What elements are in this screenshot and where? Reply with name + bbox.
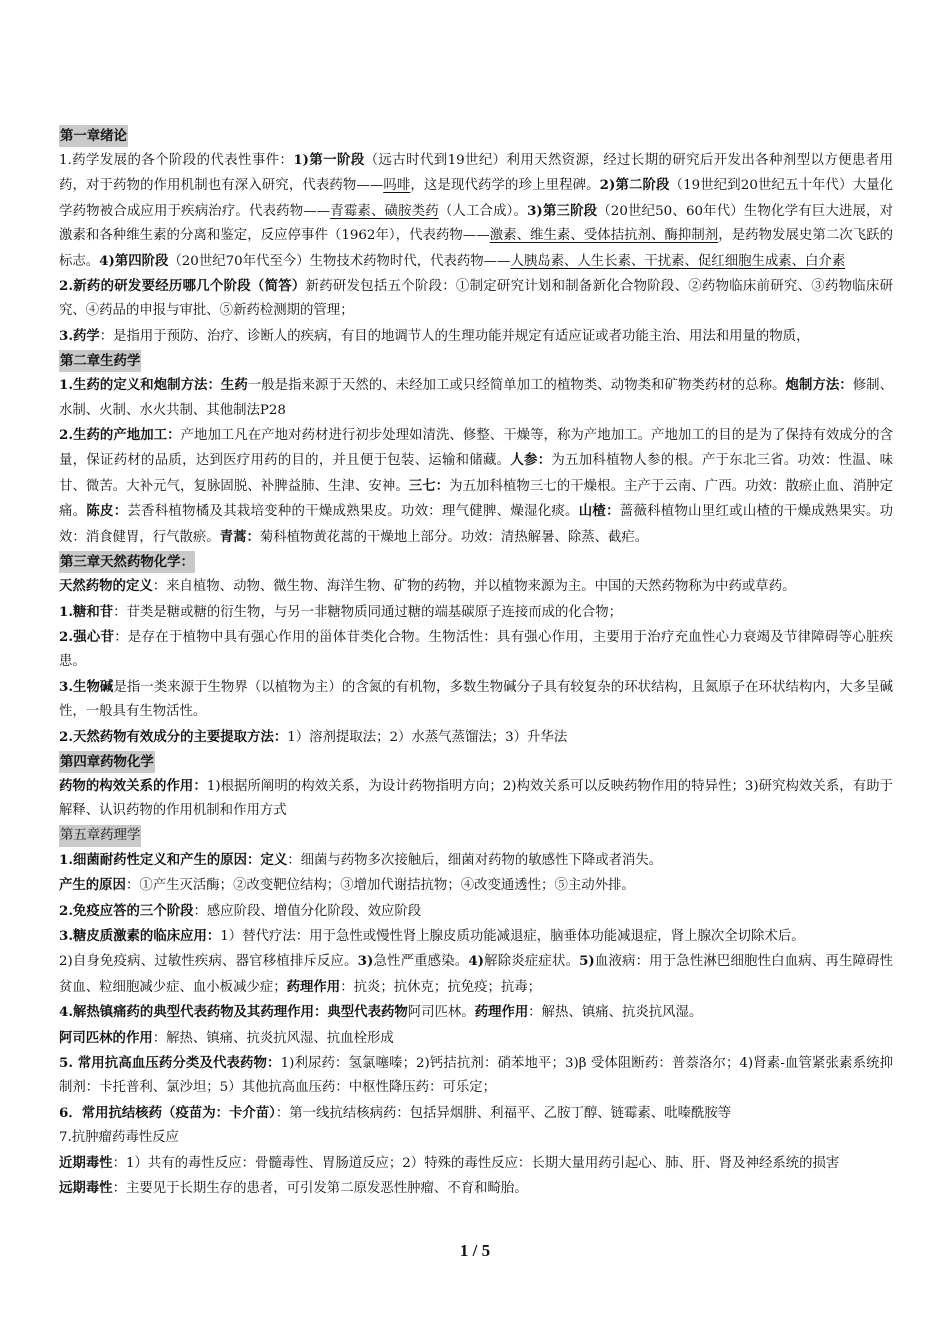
ch5-paragraph-2: 产生的原因：①产生灭活酶；②改变靶位结构；③增加代谢拮抗物；④改变通透性；⑤主动外排。 [59, 877, 635, 894]
ch5-paragraph-6: 4.解热镇痛药的典型代表药物及其药理作用：典型代表药物阿司匹林。药理作用：解热、镇痛、抗炎抗风湿。 [59, 1004, 703, 1021]
chapter-1-heading: 第一章绪论 [59, 125, 128, 147]
ch3-paragraph-3: 3.生物碱是指一类来源于生物界（以植物为主）的含氮的有机物，多数生物碱分子具有较复杂的环状结构，且氮原子在环状结构内，大多呈碱性，一般具有生物活性。 [59, 678, 894, 720]
ch5-paragraph-5: 2)自身免疫病、过敏性疾病、器官移植排斥反应。3)急性严重感染。4)解除炎症症状。5)血液病：用于急性淋巴细胞性白血病、再生障碍性贫血、粒细胞减少症、血小板减少症；药理作用：抗炎；抗休克；抗免疫；抗毒； [59, 953, 894, 995]
ch5-paragraph-12: 远期毒性：主要见于长期生存的患者，可引发第二原发恶性肿瘤、不育和畸胎。 [59, 1180, 528, 1197]
ch4-paragraph-1: 药物的构效关系的作用：1)根据所阐明的构效关系，为设计药物指明方向；2)构效关系可以反映药物作用的特异性；3)研究构效关系，有助于解释、认识药物的作用机制和作用方式 [59, 777, 894, 819]
ch3-paragraph-4: 2.天然药物有效成分的主要提取方法：1）溶剂提取法；2）水蒸气蒸馏法；3）升华法 [59, 728, 568, 745]
ch1-paragraph-1: 1.药学发展的各个阶段的代表性事件：1)第一阶段（远古时代到19世纪）利用天然资源，经过长期的研究后开发出各种剂型以方便患者用药，对于药物的作用机制也有深入研究，代表药物——吗啡，这是现代药学的珍上里程碑。2)第二阶段（19世纪到20世纪五十年代）大量化学药物被合成应用于疾病治疗。代表药物——青霉素、磺胺类药（人工合成）。3)第三阶段（20世纪50、60年代）生物化学有巨大进展，对激素和各种维生素的分离和鉴定，反应停事件（1962年），代表药物——激素、维生素、受体拮抗剂、酶抑制剂，是药物发展史第二次飞跃的标志。4)第四阶段（20世纪70年代至今）生物技术药物时代，代表药物——人胰岛素、人生长素、干扰素、促红细胞生成素、白介素 [59, 152, 894, 269]
ch5-paragraph-1: 1.细菌耐药性定义和产生的原因：定义：细菌与药物多次接触后，细菌对药物的敏感性下降或者消失。 [59, 851, 663, 868]
page-number: 1 / 5 [459, 1241, 491, 1260]
ch5-paragraph-8: 5. 常用抗高血压药分类及代表药物：1)利尿药：氢氯噻嗪；2)钙拮抗剂：硝苯地平；3)β 受体阻断药：普萘洛尔；4)肾素-血管紧张素系统抑制剂：卡托普利、氯沙坦；5）其他抗高血压药：中枢性降压药：可乐定； [59, 1055, 894, 1096]
ch5-paragraph-11: 近期毒性：1）共有的毒性反应：骨髓毒性、胃肠道反应；2）特殊的毒性反应：长期大量用药引起心、肺、肝、肾及神经系统的损害 [59, 1154, 840, 1171]
ch3-paragraph-1: 1.糖和苷：苷类是糖或糖的衍生物，与另一非糖物质同通过糖的端基碳原子连接而成的化合物； [59, 603, 622, 620]
ch1-paragraph-2: 2.新药的研发要经历哪几个阶段（简答）新药研发包括五个阶段：①制定研究计划和制备新化合物阶段、②药物临床前研究、③药物临床研究、④药品的申报与审批、⑤新药检测期的管理； [59, 278, 893, 319]
ch5-paragraph-3: 2.免疫应答的三个阶段：感应阶段、增值分化阶段、效应阶段 [59, 902, 422, 919]
chapter-5-heading: 第五章药理学 [59, 825, 141, 847]
ch3-definition: 天然药物的定义：来自植物、动物、微生物、海洋生物、矿物的药物，并以植物来源为主。中国的天然药物称为中药或草药。 [59, 578, 796, 595]
ch5-paragraph-4: 3.糖皮质激素的临床应用：1）替代疗法：用于急性或慢性肾上腺皮质功能减退症，脑垂体功能减退症，肾上腺次全切除术后。 [59, 927, 805, 944]
ch5-paragraph-10: 7.抗肿瘤药毒性反应 [59, 1130, 179, 1146]
chapter-3-heading: 第三章天然药物化学： [59, 551, 195, 573]
chapter-4-heading: 第四章药物化学 [59, 751, 155, 773]
ch5-paragraph-7: 阿司匹林的作用：解热、镇痛、抗炎抗风湿、抗血栓形成 [59, 1029, 394, 1046]
document-page [59, 124, 893, 1201]
ch5-paragraph-9: 6．常用抗结核药（疫苗为：卡介苗）：第一线抗结核病药：包括异烟肼、利福平、乙胺丁醇、链霉素、吡嗪酰胺等 [59, 1104, 732, 1121]
ch3-paragraph-2: 2.强心苷：是存在于植物中具有强心作用的甾体苷类化合物。生物活性：具有强心作用，主要用于治疗充血性心力衰竭及节律障碍等心脏疾患。 [59, 628, 893, 670]
ch1-paragraph-3: 3.药学：是指用于预防、治疗、诊断人的疾病，有目的地调节人的生理功能并规定有适应证或者功能主治、用法和用量的物质， [59, 327, 810, 344]
ch2-paragraph-1: 1.生药的定义和炮制方法：生药一般是指来源于天然的、未经加工或只经简单加工的植物类、动物类和矿物类药材的总称。炮制方法：修制、水制、火制、水火共制、其他制法P28 [59, 377, 894, 418]
ch2-paragraph-2: 2.生药的产地加工：产地加工凡在产地对药材进行初步处理如清洗、修整、干燥等，称为产地加工。产地加工的目的是为了保持有效成分的含量，保证药材的品质，达到医疗用药的目的，并且便于包装、运输和储藏。人参：为五加科植物人参的根。产于东北三省。功效：性温、味甘、微苦。大补元气，复脉固脱、补脾益肺、生津、安神。三七：为五加科植物三七的干燥根。主产于云南、广西。功效：散瘀止血、消肿定痛。陈皮：芸香科植物橘及其栽培变种的干燥成熟果皮。功效：理气健脾、燥湿化痰。山楂：蔷薇科植物山里红或山楂的干燥成熟果实。功效：消食健胃，行气散瘀。青蒿：菊科植物黄花蒿的干燥地上部分。功效：清热解暑、除蒸、截疟。 [59, 427, 894, 545]
chapter-2-heading: 第二章生药学 [59, 350, 141, 372]
